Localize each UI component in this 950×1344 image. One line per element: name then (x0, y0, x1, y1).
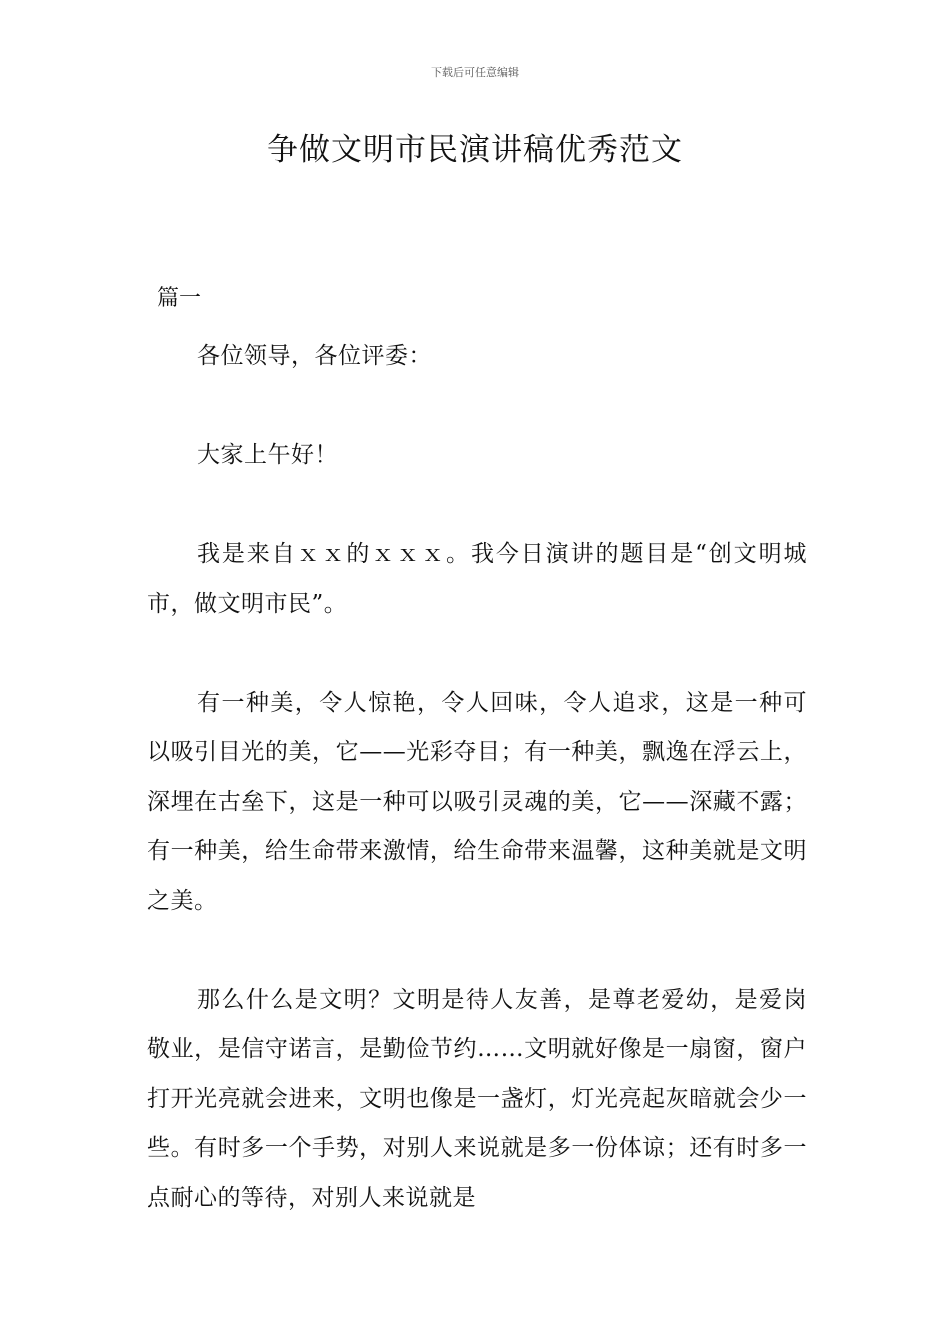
paragraph-greeting: 各位领导，各位评委： (197, 343, 432, 369)
paragraph-gap (147, 481, 807, 531)
paragraph-beauty: 有一种美，令人惊艳，令人回味，令人追求，这是一种可以吸引目光的美，它——光彩夺目；有一种美，飘逸在浮云上，深埋在古垒下，这是一种可以吸引灵魂的美，它——深藏不露；有一种美，给生命带来激情，给生命带来温馨，这种美就是文明之美。 (147, 689, 807, 914)
paragraph-civilization: 那么什么是文明？文明是待人友善，是尊老爱幼，是爱岗敬业，是信守诺言，是勤俭节约……文明就好像是一扇窗，窗户打开光亮就会进来，文明也像是一盏灯，灯光亮起灰暗就会少一些。有时多一个手势，对别人来说就是多一份体谅；还有时多一点耐心的等待，对别人来说就是 (147, 986, 807, 1211)
paragraph-intro: 我是来自ｘｘ的ｘｘｘ。我今日演讲的题目是“创文明城市，做文明市民”。 (147, 541, 807, 617)
paragraph-salutation: 大家上午好！ (197, 442, 338, 468)
page-header: 下载后可任意编辑 (431, 66, 519, 79)
document-title: 争做文明市民演讲稿优秀范文 (267, 132, 683, 168)
document-body (147, 332, 807, 1223)
paragraph-gap (147, 629, 807, 679)
section-label: 篇一 (157, 286, 202, 311)
paragraph-gap (147, 926, 807, 976)
paragraph-gap (147, 382, 807, 432)
